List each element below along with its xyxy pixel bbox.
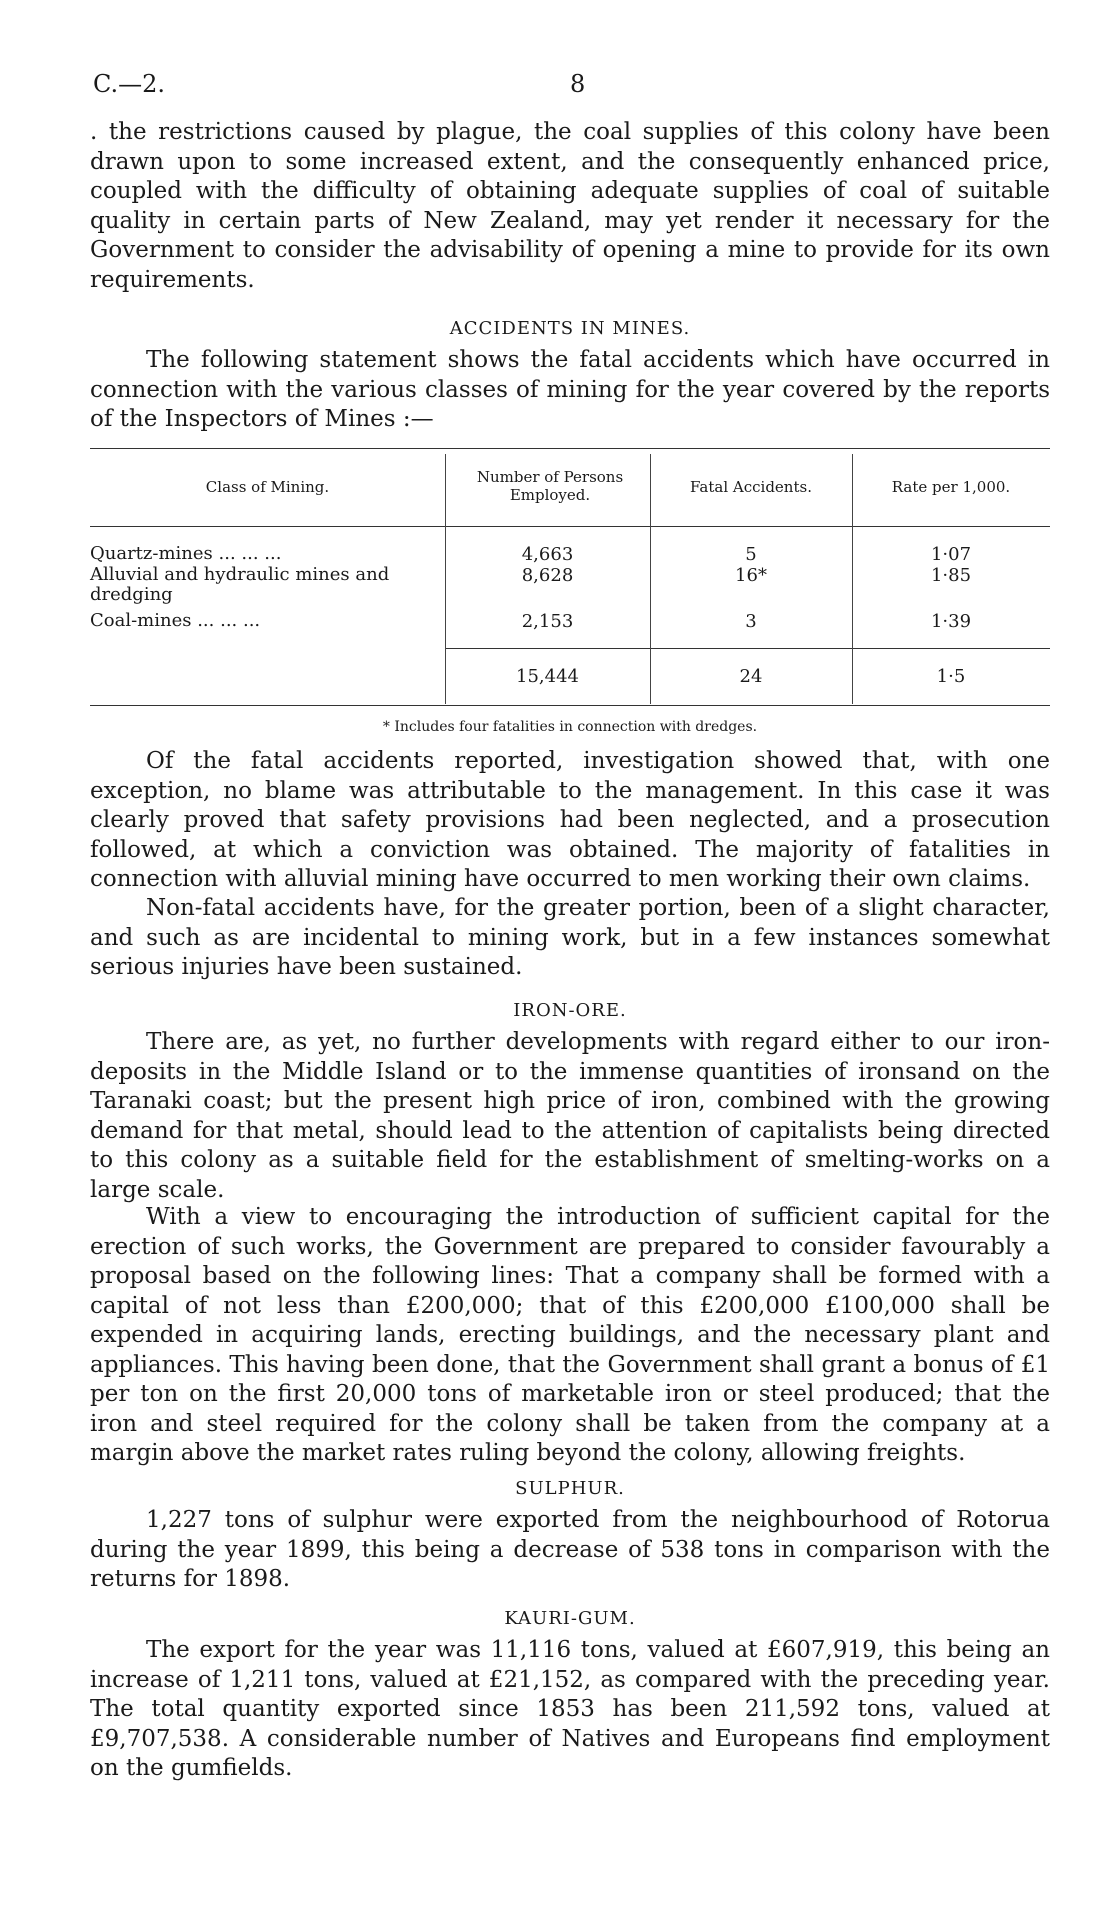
- row-label-quartz: Quartz-mines ... ... ...: [90, 543, 282, 564]
- alluvial-fatal: 16*: [735, 565, 767, 586]
- accidents-table: [90, 448, 1050, 718]
- header-rate-per-thousand: Rate per 1,000.: [891, 478, 1011, 496]
- coal-rate: 1·39: [930, 611, 972, 632]
- alluvial-rate: 1·85: [930, 565, 972, 586]
- page-number: 8: [570, 70, 586, 98]
- row-label-coal: Coal-mines ... ... ...: [90, 610, 261, 631]
- non-fatal-paragraph: Non-fatal accidents have, for the greater portion, been of a slight character, and such as are incidental to mining work, but in a few instances somewhat serious injuries have been sustained.: [90, 895, 1050, 980]
- header-class-of-mining: Class of Mining.: [205, 478, 330, 496]
- accidents-intro-paragraph: The following statement shows the fatal accidents which have occurred in connection with the various classes of mining for the year covered by the reports of the Inspectors of Mines :—: [90, 347, 1050, 432]
- total-fatal: 24: [739, 666, 763, 687]
- sulphur-heading: SULPHUR.: [515, 1478, 625, 1499]
- page-reference: C.—2.: [93, 70, 166, 98]
- iron-ore-paragraph-1: There are, as yet, no further developments with regard either to our iron-deposits in the Middle Island or to the immense quantities of ironsand on the Taranaki coast; but the present high price of iron, combined with the growing demand for that metal, should lead to the attention of capitalists being directed to this colony as a suitable field for the establishment of smelting-works on a large scale.: [90, 1029, 1050, 1203]
- iron-ore-paragraph-2: With a view to encouraging the introduction of sufficient capital for the erection of such works, the Government are prepared to consider favourably a proposal based on the following lines: That a company shall be formed with a capital of not less than £200,000; that of this £200,000 £100,000 shall be expended in acquiring lands, erecting buildings, and the necessary plant and appliances. This having been done, that the Government shall grant a bonus of £1 per ton on the first 20,000 tons of marketable iron or steel produced; that the iron and steel required for the colony shall be taken from the company at a margin above the market rates ruling beyond the colony, allowing freights.: [90, 1204, 1050, 1466]
- kauri-gum-heading: KAURI-GUM.: [504, 1608, 636, 1629]
- header-persons-employed: Number of Persons Employed.: [476, 468, 624, 504]
- coal-fatal: 3: [745, 611, 757, 632]
- quartz-rate: 1·07: [930, 544, 972, 565]
- alluvial-persons: 8,628: [521, 565, 574, 586]
- kauri-gum-paragraph: The export for the year was 11,116 tons, valued at £607,919, this being an increase of 1,211 tons, valued at £21,152, as compared with the preceding year. The total quantity exported since 1853 has been 211,592 tons, valued at £9,707,538. A considerable number of Natives and Europeans find employment on the gumfields.: [90, 1637, 1050, 1781]
- coal-persons: 2,153: [521, 611, 574, 632]
- accidents-heading: ACCIDENTS IN MINES.: [449, 318, 691, 339]
- row-label-alluvial: Alluvial and hydraulic mines and dredging: [90, 564, 390, 605]
- quartz-fatal: 5: [745, 544, 757, 565]
- accidents-findings-paragraph: Of the fatal accidents reported, investigation showed that, with one exception, no blame was attributable to the management. In this case it was clearly proved that safety provisions had been neglected, and a prosecution followed, at which a conviction was obtained. The majority of fatalities in connection with alluvial mining have occurred to men working their own claims.: [90, 748, 1050, 892]
- total-rate: 1·5: [936, 666, 966, 687]
- table-footnote: * Includes four fatalities in connection with dredges.: [382, 719, 758, 735]
- iron-ore-heading: IRON-ORE.: [513, 1000, 627, 1021]
- quartz-persons: 4,663: [521, 544, 574, 565]
- intro-paragraph: . the restrictions caused by plague, the coal supplies of this colony have been drawn upon to some increased extent, and the consequently enhanced price, coupled with the difficulty of obtaining adequate supplies of coal of suitable quality in certain parts of New Zealand, may yet render it necessary for the Government to consider the advisability of opening a mine to provide for its own requirements.: [90, 119, 1050, 293]
- header-fatal-accidents: Fatal Accidents.: [690, 478, 812, 496]
- total-persons: 15,444: [516, 666, 579, 687]
- sulphur-paragraph: 1,227 tons of sulphur were exported from the neighbourhood of Rotorua during the year 1899, this being a decrease of 538 tons in comparison with the returns for 1898.: [90, 1507, 1050, 1592]
